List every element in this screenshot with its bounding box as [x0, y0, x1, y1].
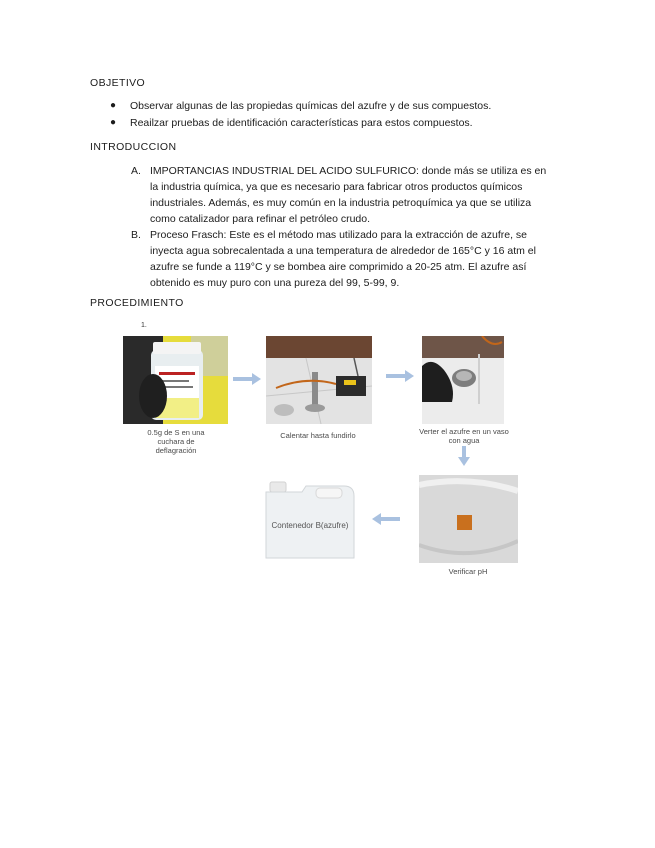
intro-paragraph: IMPORTANCIAS INDUSTRIAL DEL ACIDO SULFURICO: donde más se utiliza es en la industria química, ya que es necesario para fabricar otros productos químicos industriales. Además, es muy común en la industria petroquímica ya que se utiliza como catalizador para refinar el petróleo crudo.	[150, 165, 547, 225]
heading-procedimiento: PROCEDIMIENTO	[90, 297, 184, 309]
bullet-icon: ●	[110, 100, 117, 111]
list-label: B.	[131, 229, 141, 241]
intro-paragraph: Proceso Frasch: Este es el método mas utilizado para la extracción de azufre, se inyecta agua sobrecalentada a una temperatura de alrededor de 165°C y 16 atm el azufre se funde a 119°C y se bombea aire comprimido a 20-25 atm. El azufre así obtenido es muy puro con una pureza del 99, 5-99, 9.	[150, 229, 536, 289]
step-number: 1.	[141, 322, 147, 329]
heating-setup-photo	[266, 336, 372, 424]
heading-objetivo: OBJETIVO	[90, 77, 146, 89]
container-label: Contenedor B(azufre)	[271, 521, 349, 530]
arrow-right-icon	[233, 373, 261, 385]
bullet-icon: ●	[110, 117, 117, 128]
arrow-right-icon	[386, 370, 414, 382]
step-caption: Calentar hasta fundirlo	[280, 431, 356, 440]
arrow-down-icon	[458, 446, 470, 466]
arrow-left-icon	[372, 513, 400, 525]
step-caption: Verificar pH	[448, 567, 488, 576]
step-caption: Verter el azufre en un vaso con agua	[419, 427, 509, 445]
ph-paper-photo	[419, 475, 518, 563]
heading-introduccion: INTRODUCCION	[90, 141, 177, 153]
pouring-photo	[422, 336, 504, 424]
objective-text: Observar algunas de las propiedas químicas del azufre y de sus compuestos.	[130, 100, 492, 112]
list-label: A.	[131, 165, 141, 177]
container-jug-photo	[262, 478, 358, 562]
step-caption: 0.5g de S en una cuchara de deflagración	[147, 428, 205, 455]
list-item	[131, 227, 551, 291]
objective-text: Reailzar pruebas de identificación características para estos compuestos.	[130, 117, 473, 129]
list-item	[131, 163, 551, 227]
sulfur-jar-photo	[123, 336, 228, 424]
